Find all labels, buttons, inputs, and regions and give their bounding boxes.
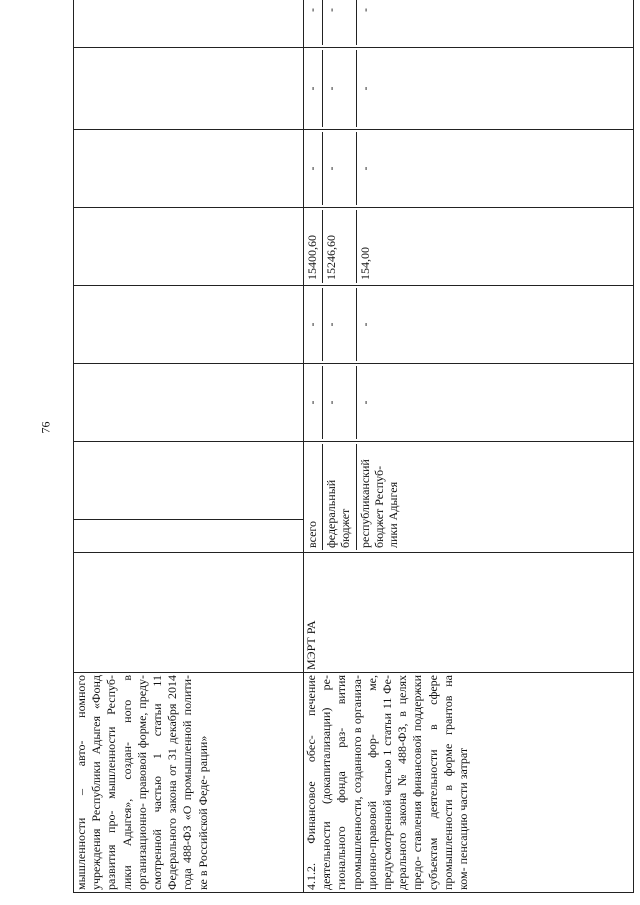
dash-value: - [358,400,372,405]
empty-cell [74,0,304,48]
amount-republic: 154,00 [358,247,372,280]
dash-value: - [358,86,372,91]
value-column-cell [304,286,634,364]
source-republic: республиканский бюджет Респуб- лики Адыгея [358,459,400,548]
responsible-cell [74,553,304,673]
dash-value: - [323,288,357,361]
dash-value: - [358,8,372,12]
empty-cell [74,442,304,520]
dash-value: - [323,50,357,127]
dash-value: - [304,50,323,127]
amount-federal: 15246,60 [323,210,357,283]
empty-cell [74,364,304,442]
rotated-page [73,8,633,893]
empty-cell [74,520,304,553]
dash-value: - [304,366,323,439]
dash-value: - [304,132,323,205]
responsible-cell: МЭРТ РА [304,553,634,673]
funding-source-cell [304,442,634,553]
value-column-cell [304,0,634,48]
value-column-cell [304,48,634,130]
value-column-cell [304,130,634,208]
dash-value: - [304,0,323,45]
empty-cell [74,130,304,208]
source-federal: федеральный бюджет [323,444,357,550]
source-total: всего [304,444,323,550]
program-table [73,0,634,893]
dash-value: - [358,166,372,171]
amount-total: 15400,60 [304,210,323,283]
dash-value: - [358,322,372,327]
value-column-cell [304,364,634,442]
empty-cell [74,286,304,364]
table-row [74,0,304,893]
page-number: 76 [38,421,53,434]
dash-value: - [304,288,323,361]
empty-cell [74,208,304,286]
amount-column-cell [304,208,634,286]
dash-value: - [323,132,357,205]
measure-description-cell: 4.1.2. Финансовое обес- печение деятельности (докапитализации) ре- гионального фонда раз- вития промышленности, созданного в организа- ционно-правовой фор- ме, предусмотренной частью 1 статьи 11 Фе- дерального закона № 488-ФЗ, в целях предо- ставления финансовой поддержки субъектам деятельности в сфере промышленности в форме грантов на ком- пенсацию части затрат [304,673,634,893]
empty-cell [74,48,304,130]
dash-value: - [323,0,357,45]
measure-description-cell: мышленности – авто- номного учреждения Республики Адыгея «Фонд развития про- мышленности Респуб- лики Адыгея», создан- ного в организационно- правовой форме, преду- смотренной частью 1 статьи 11 Федерального закона от 31 декабря 2014 года 488-ФЗ «О промышленной полити- ке в Российской Феде- рации» [74,673,304,893]
table-row [304,0,634,893]
dash-value: - [323,366,357,439]
